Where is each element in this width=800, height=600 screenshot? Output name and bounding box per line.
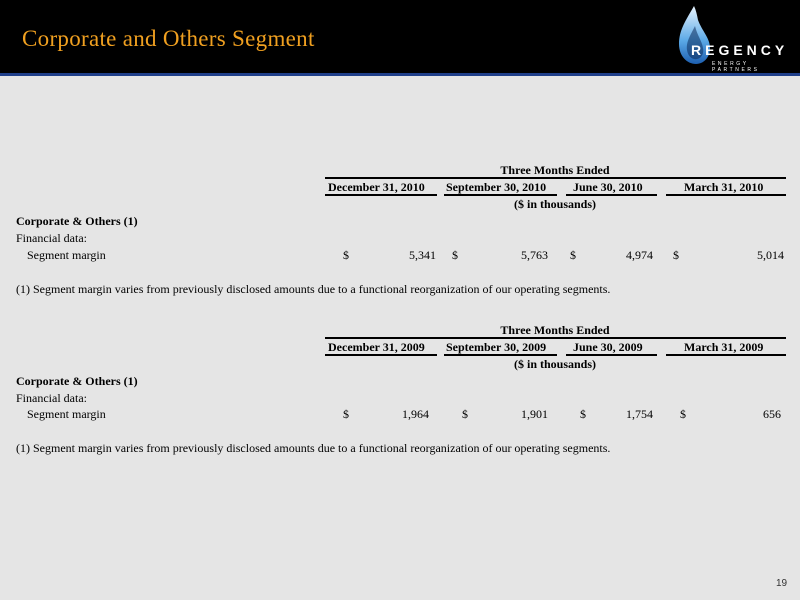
header-rule xyxy=(0,73,800,76)
currency-symbol: $ xyxy=(570,248,576,262)
header-underline xyxy=(325,337,786,339)
section-label: Corporate & Others (1) xyxy=(16,374,138,388)
currency-symbol: $ xyxy=(673,248,679,262)
currency-symbol: $ xyxy=(580,407,586,421)
column-header: September 30, 2010 xyxy=(446,180,547,194)
currency-symbol: $ xyxy=(462,407,468,421)
currency-symbol: $ xyxy=(343,248,349,262)
column-header: December 31, 2009 xyxy=(328,340,425,354)
logo-subtitle: ENERGY PARTNERS xyxy=(712,61,760,73)
section-label: Corporate & Others (1) xyxy=(16,214,138,228)
column-header: March 31, 2010 xyxy=(684,180,764,194)
column-underline xyxy=(325,194,437,196)
column-header: December 31, 2010 xyxy=(328,180,425,194)
column-header: September 30, 2009 xyxy=(446,340,547,354)
subsection-label: Financial data: xyxy=(16,231,87,245)
cell-value: 5,014 xyxy=(757,248,784,262)
cell-value: 1,964 xyxy=(402,407,429,421)
column-underline xyxy=(444,194,557,196)
subsection-label: Financial data: xyxy=(16,391,87,405)
row-label: Segment margin xyxy=(27,248,106,262)
logo-wordmark: REGENCY xyxy=(691,42,789,58)
table-header: Three Months Ended xyxy=(500,323,610,337)
slide-title: Corporate and Others Segment xyxy=(22,26,315,51)
cell-value: 4,974 xyxy=(626,248,653,262)
column-underline xyxy=(666,354,786,356)
header-underline xyxy=(325,177,786,179)
column-header: June 30, 2009 xyxy=(573,340,643,354)
currency-symbol: $ xyxy=(343,407,349,421)
units-label: ($ in thousands) xyxy=(513,197,597,211)
column-underline xyxy=(666,194,786,196)
cell-value: 656 xyxy=(763,407,781,421)
cell-value: 1,754 xyxy=(626,407,653,421)
column-underline xyxy=(325,354,437,356)
units-label: ($ in thousands) xyxy=(513,357,597,371)
column-underline xyxy=(566,194,657,196)
column-header: March 31, 2009 xyxy=(684,340,764,354)
table-header: Three Months Ended xyxy=(500,163,610,177)
column-underline xyxy=(566,354,657,356)
column-underline xyxy=(444,354,557,356)
cell-value: 5,763 xyxy=(521,248,548,262)
page-number: 19 xyxy=(776,578,788,589)
footnote: (1) Segment margin varies from previously disclosed amounts due to a functional reorganization of our operating segments. xyxy=(16,441,611,455)
column-header: June 30, 2010 xyxy=(573,180,643,194)
cell-value: 5,341 xyxy=(409,248,436,262)
currency-symbol: $ xyxy=(680,407,686,421)
cell-value: 1,901 xyxy=(521,407,548,421)
footnote: (1) Segment margin varies from previously disclosed amounts due to a functional reorganization of our operating segments. xyxy=(16,282,611,296)
row-label: Segment margin xyxy=(27,407,106,421)
currency-symbol: $ xyxy=(452,248,458,262)
